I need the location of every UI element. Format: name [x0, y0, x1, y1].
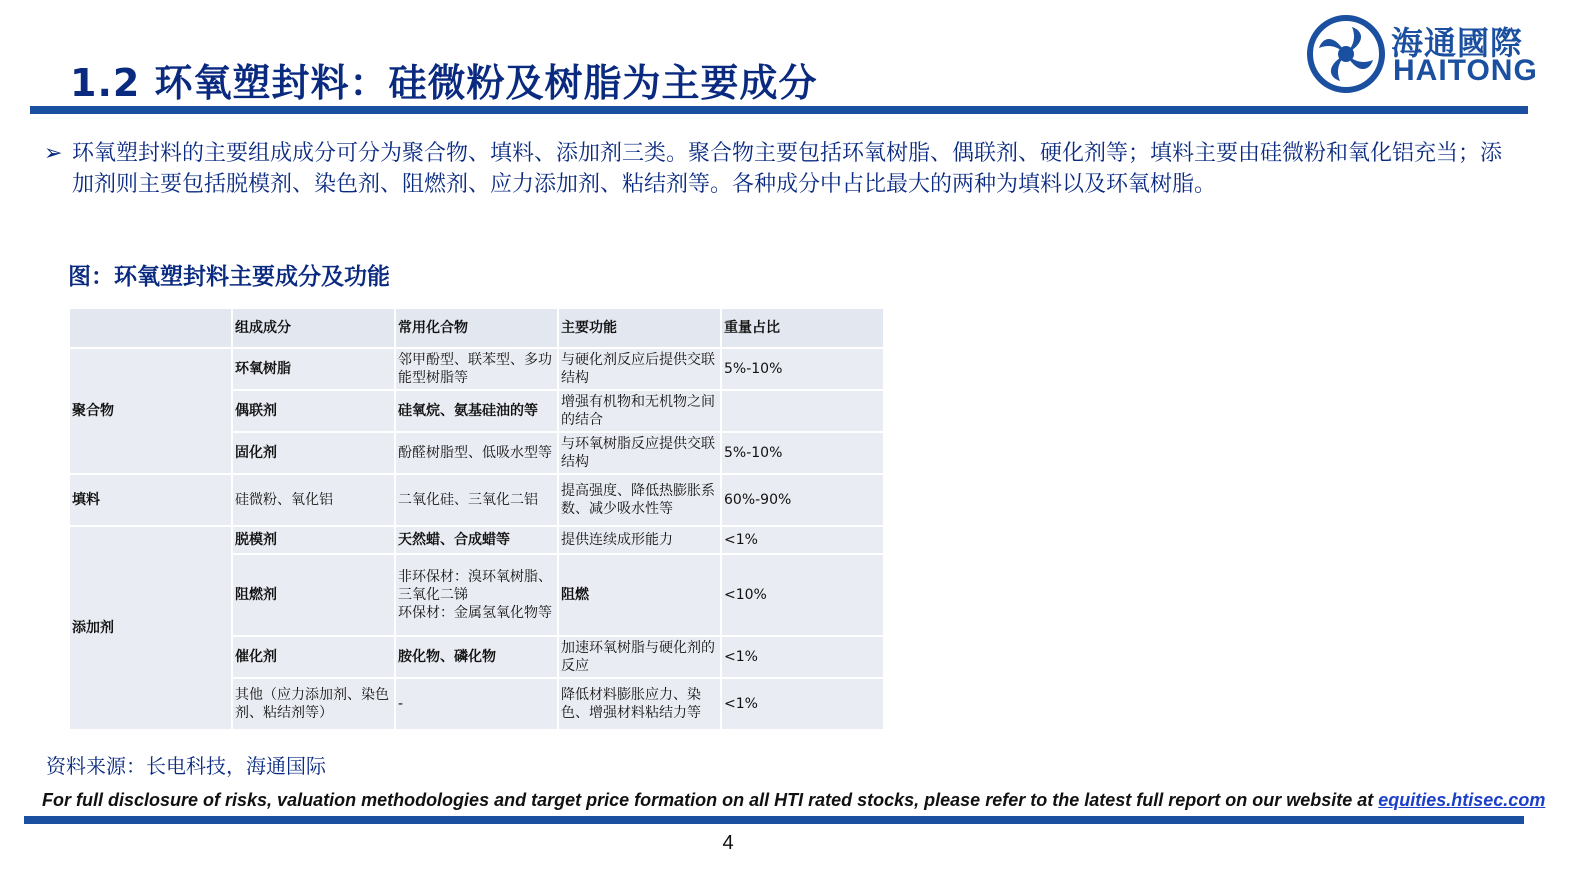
summary-bullet: [44, 138, 1504, 200]
composition-table: [68, 307, 885, 731]
weight-cell: <1%: [721, 636, 884, 678]
header-cell-weight: 重量占比: [721, 308, 884, 348]
logo-chinese-name: 海通國際: [1391, 24, 1524, 62]
table-header-row: [69, 308, 884, 348]
compound-line: 非环保材：溴环氧树脂、三氧化二锑: [398, 569, 552, 603]
component-cell: 环氧树脂: [232, 348, 395, 390]
function-cell: 与环氧树脂反应提供交联结构: [558, 432, 721, 474]
compound-cell: 二氧化硅、三氧化二铝: [395, 474, 558, 526]
weight-cell: <10%: [721, 554, 884, 636]
header-divider: [30, 106, 1528, 114]
haitong-emblem-icon: [1305, 14, 1387, 94]
function-cell: 提供连续成形能力: [558, 526, 721, 554]
logo-english-name: HAITONG: [1393, 54, 1538, 87]
header-cell-function: 主要功能: [558, 308, 721, 348]
function-cell: 加速环氧树脂与硬化剂的反应: [558, 636, 721, 678]
header-cell-blank: [69, 308, 232, 348]
page-title: 1.2 环氧塑封料：硅微粉及树脂为主要成分: [70, 61, 818, 105]
table-row: [69, 526, 884, 554]
compound-cell: 邻甲酚型、联苯型、多功能型树脂等: [395, 348, 558, 390]
disclaimer: [42, 790, 1546, 811]
compound-line: 环保材：金属氢氧化物等: [398, 605, 552, 621]
component-cell: 固化剂: [232, 432, 395, 474]
table-row: [69, 348, 884, 390]
function-cell: 与硬化剂反应后提供交联结构: [558, 348, 721, 390]
component-cell: 催化剂: [232, 636, 395, 678]
header-cell-compound: 常用化合物: [395, 308, 558, 348]
summary-text: 环氧塑封料的主要组成成分可分为聚合物、填料、添加剂三类。聚合物主要包括环氧树脂、偶联剂、硬化剂等；填料主要由硅微粉和氧化铝充当；添加剂则主要包括脱模剂、染色剂、阻燃剂、应力添加剂、粘结剂等。各种成分中占比最大的两种为填料以及环氧树脂。: [72, 141, 1503, 197]
component-cell: 脱模剂: [232, 526, 395, 554]
weight-cell: 60%-90%: [721, 474, 884, 526]
compound-cell: [395, 554, 558, 636]
component-cell: 其他（应力添加剂、染色剂、粘结剂等）: [232, 678, 395, 730]
weight-cell: 5%-10%: [721, 348, 884, 390]
haitong-logo: [1305, 14, 1538, 94]
figure-title: 图：环氧塑封料主要成分及功能: [68, 264, 390, 290]
component-cell: 硅微粉、氧化铝: [232, 474, 395, 526]
group-cell-polymer: 聚合物: [69, 348, 232, 474]
compound-cell: 胺化物、磷化物: [395, 636, 558, 678]
weight-cell: 5%-10%: [721, 432, 884, 474]
function-cell: 阻燃: [558, 554, 721, 636]
compound-cell: 天然蜡、合成蜡等: [395, 526, 558, 554]
compound-cell: 酚醛树脂型、低吸水型等: [395, 432, 558, 474]
compound-cell: -: [395, 678, 558, 730]
header-cell-component: 组成成分: [232, 308, 395, 348]
source-note: 资料来源：长电科技，海通国际: [46, 754, 326, 778]
function-cell: 增强有机物和无机物之间的结合: [558, 390, 721, 432]
bullet-arrow-icon: ➢: [44, 141, 63, 166]
function-cell: 提高强度、降低热膨胀系数、减少吸水性等: [558, 474, 721, 526]
component-cell: 偶联剂: [232, 390, 395, 432]
footer-divider: [24, 816, 1524, 824]
compound-cell: 硅氧烷、氨基硅油的等: [395, 390, 558, 432]
component-cell: 阻燃剂: [232, 554, 395, 636]
function-cell: 降低材料膨胀应力、染色、增强材料粘结力等: [558, 678, 721, 730]
group-cell-filler: 填料: [69, 474, 232, 526]
table-row: [69, 474, 884, 526]
page-number: 4: [722, 832, 734, 854]
weight-cell: [721, 390, 884, 432]
group-cell-additive: 添加剂: [69, 526, 232, 730]
weight-cell: <1%: [721, 678, 884, 730]
weight-cell: <1%: [721, 526, 884, 554]
website-link[interactable]: equities.htisec.com: [1378, 790, 1546, 810]
disclaimer-text: For full disclosure of risks, valuation methodologies and target price formation on all HTI rated stocks, please refer to the latest full report on our website at: [42, 790, 1379, 810]
